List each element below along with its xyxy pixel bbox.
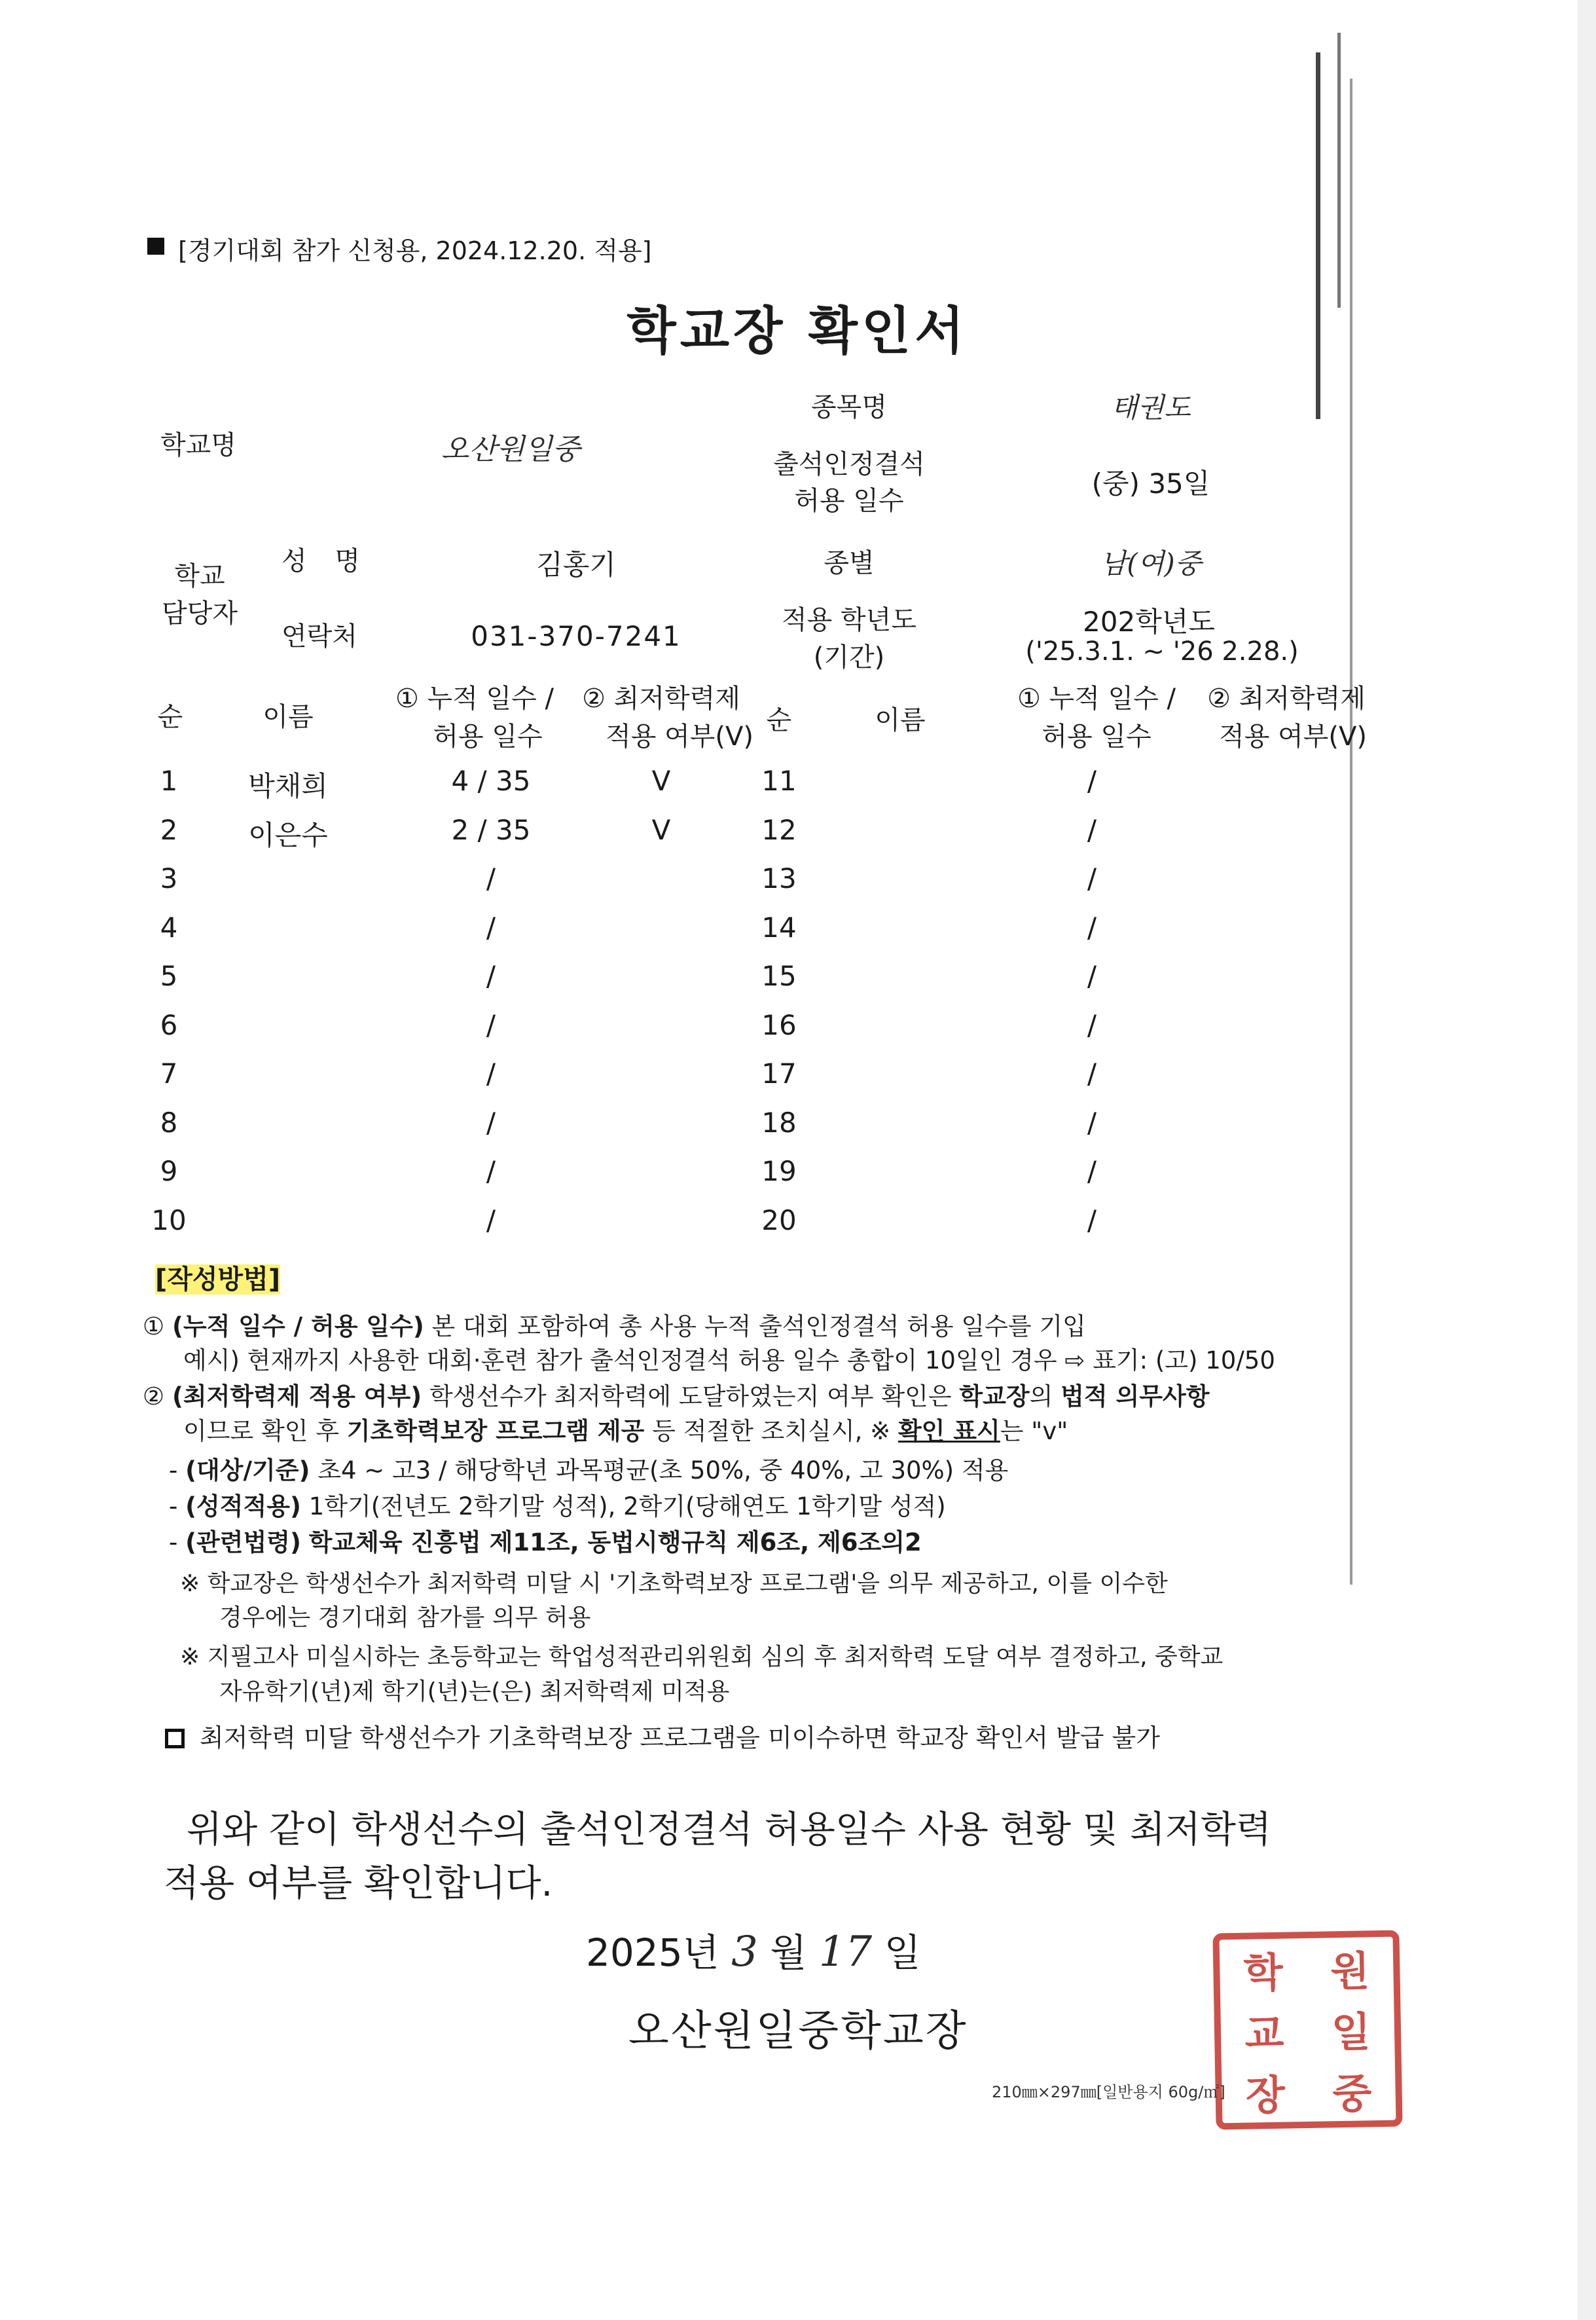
signature-name: 오산원일중학교장 [628, 2007, 968, 2055]
row-days: / [486, 862, 496, 894]
row-check: V [651, 765, 671, 797]
instructions-heading-text: [작성방법] [155, 1264, 281, 1295]
row-days: / [1087, 911, 1097, 944]
row-number: 3 [160, 862, 178, 894]
i1-bold: (누적 일수 / 허용 일수) [172, 1312, 424, 1340]
paper-right-edge [1578, 0, 1596, 2320]
contact-label: 연락처 [281, 621, 357, 652]
d3-text: 학교체육 진흥법 제11조, 동법시행규칙 제6조, 제6조의2 [308, 1528, 922, 1556]
date-day-unit: 일 [884, 1930, 921, 1975]
confirmation-line-2: 적용 여부를 확인합니다. [164, 1862, 553, 1905]
row-days: / [486, 1204, 496, 1236]
row-name: 박채희 [248, 770, 328, 802]
detail-1: - (대상/기준) 초4 ~ 고3 / 해당학년 과목평균(초 50%, 중 40%, 고 30%) 적용 [169, 1456, 1009, 1484]
row-check: V [651, 813, 671, 846]
row-number: 19 [761, 1155, 797, 1187]
name-value: 김홍기 [536, 549, 616, 581]
page-title: 학교장 확인서 [626, 302, 968, 361]
i2-text: 학생선수가 최저학력에 도달하였는지 여부 확인은 [429, 1382, 952, 1410]
i2-text-b: 의 [1029, 1382, 1053, 1410]
row-number: 13 [761, 862, 797, 894]
seal-character: 중 [1332, 2069, 1373, 2118]
i2-line2-bold: 기초학력보장 프로그램 제공 [346, 1417, 645, 1445]
absence-label: 출석인정결석 [773, 449, 925, 479]
sport-value: 태권도 [1111, 392, 1191, 424]
year-period: ('25.3.1. ~ '26 2.28.) [1025, 636, 1299, 667]
col-name: 이름 [263, 702, 314, 732]
date-month-unit: 월 [770, 1930, 807, 1975]
col-min: ② 최저학력제 [582, 684, 740, 714]
header-bullet [147, 238, 164, 255]
note-2: ※ 지필고사 미실시하는 초등학교는 학업성적관리위원회 심의 후 최저학력 도달 여부 결정하고, 중학교 [180, 1644, 1224, 1670]
row-number: 2 [160, 813, 178, 846]
instruction-1-example: 예시) 현재까지 사용한 대회·훈련 참가 출석인정결석 허용 일수 총합이 10일인 경우 ⇨ 표기: (고) 10/50 [183, 1346, 1275, 1374]
row-days: / [1087, 862, 1097, 894]
row-days: / [486, 1058, 496, 1090]
row-number: 9 [160, 1155, 178, 1187]
seal-character: 교 [1244, 2010, 1284, 2059]
type-label: 종별 [824, 548, 875, 578]
row-days: 4 / 35 [451, 765, 531, 797]
instructions-heading [155, 1259, 280, 1296]
name-label: 성 명 [281, 546, 360, 576]
d2-bold: (성적적용) [185, 1492, 301, 1520]
header-note: [경기대회 참가 신청용, 2024.12.20. 적용] [178, 236, 652, 265]
seal-character: 장 [1245, 2071, 1286, 2120]
year-value: 202학년도 [1083, 606, 1215, 638]
row-number: 4 [160, 911, 178, 944]
row-number: 16 [761, 1008, 797, 1041]
row-days: / [486, 1155, 496, 1187]
d1-text: 초4 ~ 고3 / 해당학년 과목평균(초 50%, 중 40%, 고 30%) 적용 [317, 1456, 1009, 1484]
col-days: 허용 일수 [433, 722, 543, 752]
staff-label: 담당자 [162, 598, 238, 629]
row-days: / [486, 960, 496, 992]
instruction-2-line2 [183, 1414, 1068, 1448]
date-year: 2025년 [586, 1930, 719, 1975]
col-no: 순 [766, 705, 792, 735]
row-days: / [1087, 765, 1097, 797]
i2-principal: 학교장 [959, 1382, 1030, 1410]
date-day: 17 [818, 1928, 873, 1976]
note-2-line2: 자유학기(년)제 학기(년)는(은) 최저학력제 미적용 [219, 1678, 730, 1705]
row-name: 이은수 [248, 819, 328, 851]
staff-label: 학교 [174, 561, 225, 591]
notice-box-icon [165, 1729, 185, 1748]
row-days: 2 / 35 [451, 813, 531, 846]
absence-label: 허용 일수 [794, 486, 904, 516]
row-number: 17 [761, 1058, 797, 1090]
paper-spec: 210㎜×297㎜[일반용지 60g/㎡] [992, 2083, 1225, 2101]
school-value: 오산원일중 [441, 433, 581, 466]
i2-line2-a: 이므로 확인 후 [183, 1417, 339, 1445]
d3-bold: (관련법령) [185, 1528, 301, 1556]
i1-text: 본 대회 포함하여 총 사용 누적 출석인정결석 허용 일수를 기입 [431, 1312, 1086, 1340]
row-number: 14 [761, 911, 797, 944]
row-number: 7 [160, 1058, 178, 1090]
row-number: 1 [160, 765, 178, 797]
scan-line [1350, 79, 1352, 1585]
instruction-1: ① (누적 일수 / 허용 일수) 본 대회 포함하여 총 사용 누적 출석인정결석 허용 일수를 기입 [143, 1312, 1086, 1340]
row-days: / [1087, 1155, 1097, 1187]
d1-bold: (대상/기준) [185, 1456, 310, 1484]
detail-2: - (성적적용) 1학기(전년도 2학기말 성적), 2학기(당해연도 1학기말 성적) [169, 1492, 946, 1520]
row-number: 15 [761, 960, 797, 992]
row-days: / [1087, 1106, 1097, 1139]
contact-value: 031-370-7241 [471, 620, 681, 652]
d2-text: 1학기(전년도 2학기말 성적), 2학기(당해연도 1학기말 성적) [308, 1492, 946, 1520]
row-number: 11 [761, 765, 797, 797]
col-days: 허용 일수 [1042, 722, 1152, 752]
row-days: / [1087, 960, 1097, 992]
year-label: 적용 학년도 [782, 605, 916, 635]
col-min: 적용 여부(V) [606, 722, 753, 752]
row-number: 20 [761, 1204, 797, 1236]
row-number: 10 [151, 1204, 187, 1236]
scan-line [1316, 52, 1320, 419]
date-month: 3 [731, 1928, 758, 1976]
col-min: ② 최저학력제 [1207, 684, 1366, 714]
seal-character: 원 [1330, 1947, 1370, 1996]
row-days: / [1087, 813, 1097, 846]
col-min: 적용 여부(V) [1219, 722, 1367, 752]
note-1-line2: 경우에는 경기대회 참가를 의무 허용 [219, 1604, 591, 1631]
col-no: 순 [157, 702, 183, 732]
i2-line2-mark: 확인 표시 [898, 1417, 1000, 1445]
instruction-2: ② (최저학력제 적용 여부) 학생선수가 최저학력에 도달하였는지 여부 확인은 학교장의 법적 의무사항 [143, 1382, 1210, 1410]
confirmation-line-1: 위와 같이 학생선수의 출석인정결석 허용일수 사용 현황 및 최저학력 [187, 1809, 1272, 1851]
row-days: / [486, 1106, 496, 1139]
school-seal [1212, 1930, 1402, 2130]
row-number: 6 [160, 1008, 178, 1041]
type-value: 남(여)중 [1100, 547, 1202, 580]
i2-line2-b: 등 적절한 조치실시, ※ [652, 1417, 891, 1445]
row-days: / [1087, 1058, 1097, 1090]
row-days: / [1087, 1008, 1097, 1041]
sport-label: 종목명 [811, 392, 887, 422]
detail-3: - (관련법령) 학교체육 진흥법 제11조, 동법시행규칙 제6조, 제6조의2 [169, 1528, 922, 1556]
col-days: ① 누적 일수 / [395, 684, 554, 714]
absence-value: (중) 35일 [1091, 468, 1210, 500]
seal-character: 학 [1243, 1948, 1284, 1997]
row-number: 5 [160, 960, 178, 992]
notice-text: 최저학력 미달 학생선수가 기초학력보장 프로그램을 미이수하면 학교장 확인서 발급 불가 [200, 1723, 1160, 1752]
row-days: / [1087, 1204, 1097, 1236]
year-label: (기간) [813, 642, 885, 672]
i2-legal: 법적 의무사항 [1061, 1382, 1210, 1410]
seal-character: 일 [1331, 2008, 1371, 2057]
row-days: / [486, 911, 496, 944]
row-number: 12 [761, 813, 797, 846]
col-days: ① 누적 일수 / [1017, 684, 1176, 714]
i2-line2-c: 는 "v" [1000, 1417, 1068, 1445]
date [586, 1922, 921, 1977]
note-1: ※ 학교장은 학생선수가 최저학력 미달 시 '기초학력보장 프로그램'을 의무 제공하고, 이를 이수한 [180, 1570, 1168, 1597]
row-days: / [486, 1008, 496, 1041]
row-number: 8 [160, 1106, 178, 1139]
row-number: 18 [761, 1106, 797, 1139]
scan-line [1337, 33, 1341, 308]
col-name: 이름 [875, 705, 926, 735]
i2-bold: (최저학력제 적용 여부) [172, 1382, 422, 1410]
school-label: 학교명 [160, 430, 236, 460]
